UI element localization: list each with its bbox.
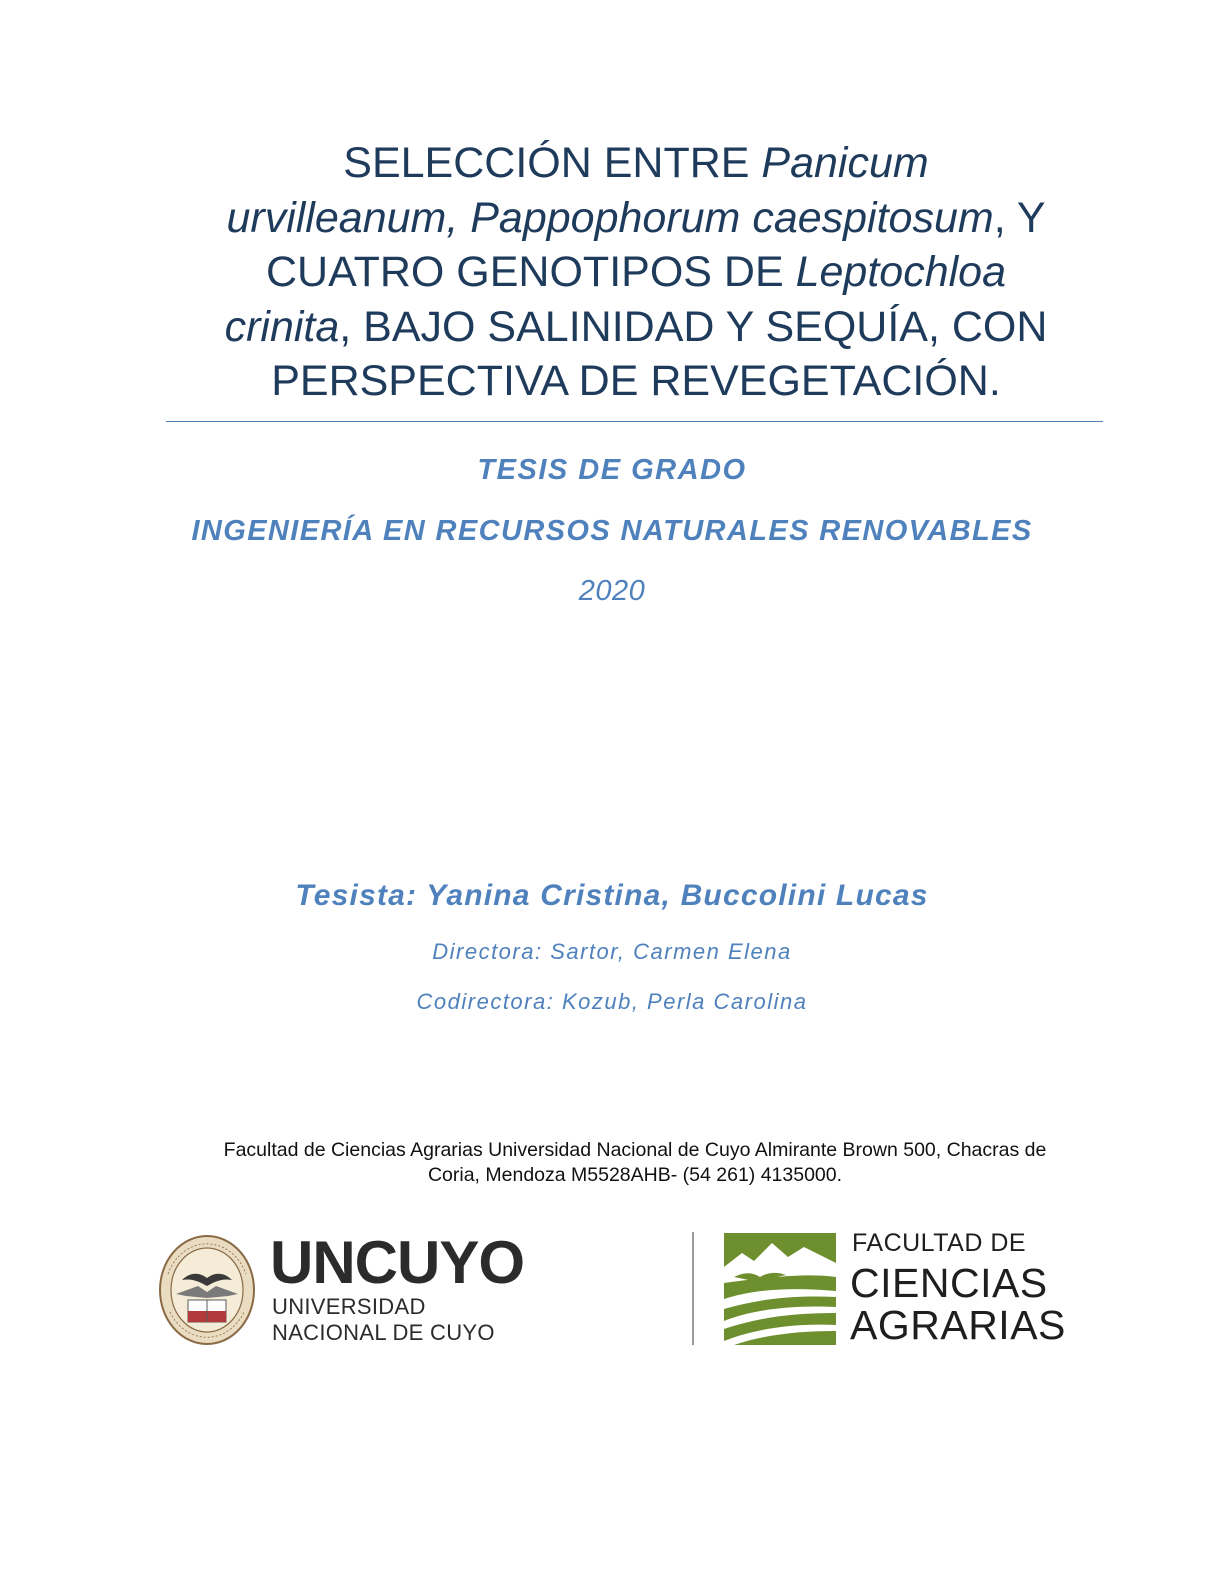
university-seal-icon: [158, 1234, 256, 1346]
uncuyo-line-1: UNIVERSIDAD: [272, 1294, 426, 1319]
title-text: SELECCIÓN ENTRE: [343, 139, 762, 187]
title-text: CUATRO GENOTIPOS DE: [266, 248, 796, 296]
title-line-1: [343, 139, 928, 187]
thesis-title: [150, 136, 1122, 409]
title-text: , BAJO SALINIDAD Y SEQUÍA, CON: [339, 302, 1048, 351]
title-line-3: [266, 248, 1006, 296]
thesis-type: TESIS DE GRADO: [477, 454, 747, 486]
condor-mountain-fields-icon: [724, 1233, 836, 1345]
thesis-codirector: Codirectora: Kozub, Perla Carolina: [416, 989, 808, 1014]
title-species-text: urvilleanum, Pappophorum caespitosum: [226, 193, 994, 242]
thesis-author: Tesista: Yanina Cristina, Buccolini Lucas: [295, 879, 929, 912]
degree-program: INGENIERÍA EN RECURSOS NATURALES RENOVABLES: [191, 515, 1033, 547]
title-line-5: [271, 357, 1001, 405]
title-text: , Y: [993, 193, 1046, 242]
uncuyo-logo: [158, 1229, 525, 1350]
title-line-4: [225, 303, 1048, 351]
fca-line-1: FACULTAD DE: [852, 1229, 1027, 1257]
fca-line-2: CIENCIAS: [850, 1260, 1048, 1306]
thesis-director: Directora: Sartor, Carmen Elena: [432, 939, 792, 964]
faculty-address: [150, 1138, 1120, 1188]
address-line-1: Facultad de Ciencias Agrarias Universidad Nacional de Cuyo Almirante Brown 500, Chacras de: [223, 1139, 1047, 1161]
address-line-2: Coria, Mendoza M5528AHB- (54 261) 4135000.: [427, 1164, 843, 1186]
title-species-text: Panicum: [761, 139, 929, 187]
title-text: PERSPECTIVA DE REVEGETACIÓN.: [271, 357, 1001, 405]
title-species-text: crinita: [224, 302, 340, 351]
title-line-2: [226, 194, 1045, 242]
logo-divider: [692, 1232, 694, 1345]
thesis-year: 2020: [578, 575, 646, 607]
title-species-text: Leptochloa: [795, 248, 1006, 296]
uncuyo-line-2: NACIONAL DE CUYO: [272, 1320, 495, 1345]
uncuyo-wordmark: UNCUYO: [270, 1229, 525, 1296]
fca-line-3: AGRARIAS: [850, 1302, 1066, 1348]
title-divider: [166, 421, 1103, 422]
